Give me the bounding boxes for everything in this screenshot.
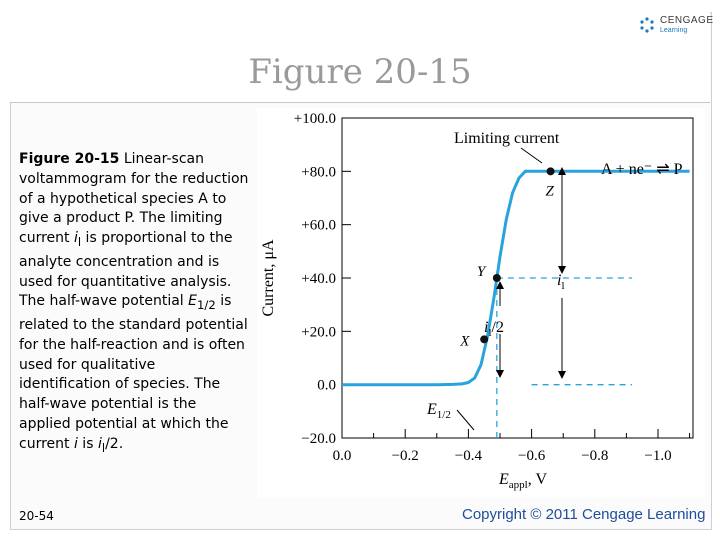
point-marker: [480, 335, 488, 343]
caption-text: /2.: [105, 435, 124, 452]
e-half-label: [426, 401, 451, 421]
caption-italic: E: [188, 293, 198, 310]
x-tick-label: −0.8: [581, 448, 609, 464]
e-half-label-main: E: [427, 401, 437, 418]
caption-text: Linear-scan voltammogram for the reduction of a hypothetical species A to give a product P. The limiting current: [19, 151, 249, 247]
x-axis-label-unit: , V: [527, 471, 547, 488]
point-label: Z: [545, 183, 554, 200]
figure-caption: [19, 150, 251, 458]
y-tick-label: +20.0: [301, 324, 336, 341]
slide-title: Figure 20-15: [248, 52, 472, 92]
y-tick-label: +40.0: [301, 271, 336, 287]
voltammogram-chart: [257, 108, 705, 498]
x-axis: [333, 429, 690, 464]
cengage-logo: [638, 14, 712, 38]
cengage-logo-icon: [638, 16, 656, 34]
y-tick-label: −20.0: [301, 431, 336, 447]
guide-lines: [497, 278, 632, 438]
il-label-main: i: [557, 272, 562, 289]
caption-label: Figure 20-15: [19, 151, 120, 167]
page-number: 20-54: [19, 509, 54, 523]
e-half-label-sub: 1/2: [436, 409, 451, 421]
y-tick-label: 0.0: [317, 377, 336, 394]
caption-sub: l: [77, 234, 82, 249]
point-markers: [459, 167, 554, 349]
point-marker: [547, 167, 555, 175]
caption-text: is related to the standard potential for the half-reaction and is often used for qualitative identification of species. The half-wave potential is the applied potential at which the current: [19, 293, 248, 452]
series-line: [342, 171, 690, 384]
x-tick-label: −0.2: [391, 448, 419, 464]
caption-text: is: [77, 435, 98, 452]
caption-italic: i: [73, 435, 78, 452]
half-il-label-fraction: /2: [491, 319, 504, 336]
il-label: [557, 272, 565, 292]
logo-sub: Learning: [660, 27, 688, 34]
caption-italic: i: [97, 435, 102, 452]
x-axis-label-main: E: [499, 471, 509, 488]
point-marker: [493, 274, 501, 282]
x-tick-label: 0.0: [332, 448, 352, 464]
e-half-pointer: [457, 410, 474, 430]
y-tick-label: +80.0: [301, 164, 336, 181]
half-il-label-main: i: [484, 319, 489, 336]
il-label-sub: l: [561, 280, 565, 292]
logo-name: CENGAGE: [660, 15, 714, 26]
y-axis-label: Current, μA: [260, 239, 277, 317]
copyright-text: Copyright © 2011 Cengage Learning: [462, 506, 706, 523]
caption-italic: i: [73, 230, 78, 247]
series-group: [342, 171, 690, 384]
y-tick-label: +60.0: [301, 217, 336, 234]
point-label: X: [460, 333, 470, 350]
chart-panel: [257, 108, 705, 498]
x-axis-label-sub: appl: [508, 479, 528, 491]
x-tick-label: −0.4: [454, 448, 483, 464]
caption-text: is proportional to the analyte concentration and is used for quantitative analysis. The half-wave potential: [19, 230, 233, 310]
x-axis-label: [498, 471, 547, 491]
y-tick-label: +100.0: [293, 111, 336, 127]
limiting-current-pointer: [521, 148, 542, 163]
point-label: Y: [476, 264, 486, 280]
half-il-label-sub: l: [488, 327, 492, 339]
x-tick-label: −0.6: [517, 448, 546, 464]
reaction-label: A + ne⁻ ⇌ P: [601, 161, 683, 178]
limiting-current-label: Limiting current: [454, 130, 560, 147]
caption-sub: 1/2: [197, 298, 216, 313]
x-tick-label: −1.0: [644, 448, 672, 464]
caption-sub: l: [101, 440, 106, 455]
